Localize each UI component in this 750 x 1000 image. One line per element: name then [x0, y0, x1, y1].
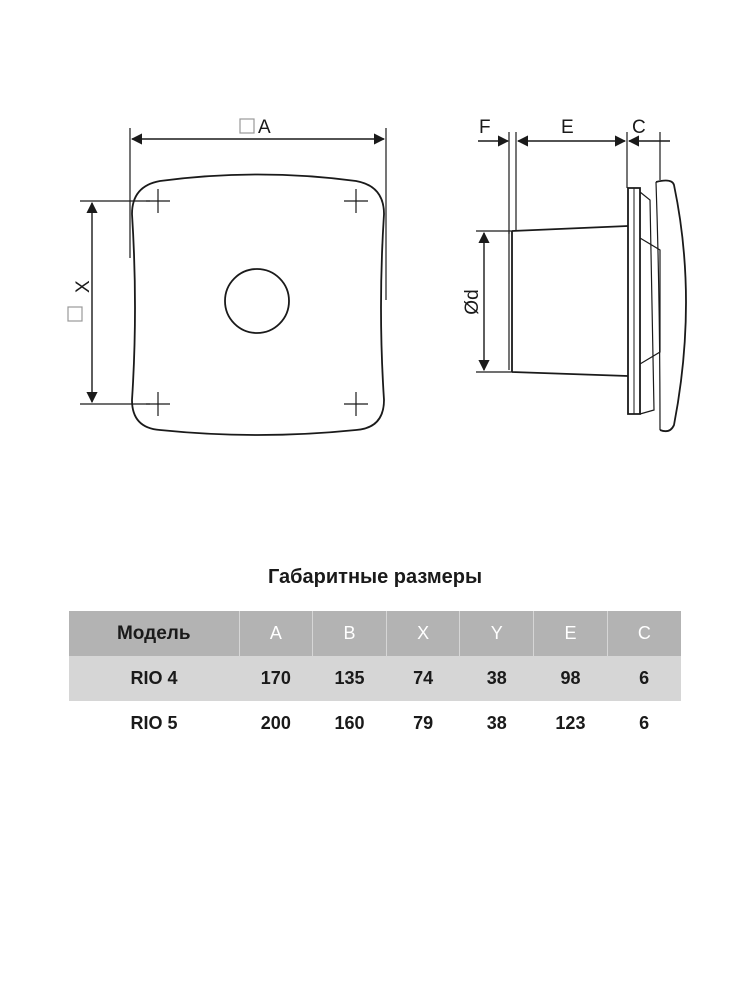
cell-e: 98 — [534, 656, 608, 701]
side-view — [476, 132, 686, 431]
center-opening — [225, 269, 289, 333]
label-a: A — [258, 117, 271, 138]
table-row — [69, 656, 681, 701]
header-c: C — [607, 611, 681, 656]
label-e: E — [561, 117, 574, 138]
inner-frame — [640, 192, 654, 414]
table-header-row — [69, 611, 681, 656]
cell-x: 74 — [386, 656, 460, 701]
cell-c: 6 — [607, 656, 681, 701]
header-model: Модель — [69, 611, 239, 656]
label-d: Ød — [462, 289, 483, 315]
dimensions-table — [69, 611, 681, 746]
header-y: Y — [460, 611, 534, 656]
cell-c: 6 — [639, 713, 650, 733]
label-c: C — [632, 117, 646, 138]
header-b: B — [313, 611, 387, 656]
mounting-holes — [146, 189, 368, 416]
table-row — [69, 701, 681, 746]
header-e: E — [534, 611, 608, 656]
label-f: F — [479, 117, 491, 138]
cell-x: 79 — [413, 713, 434, 733]
header-x: X — [386, 611, 460, 656]
front-panel-outline — [132, 175, 384, 436]
square-symbol-a — [240, 119, 254, 133]
header-a: A — [239, 611, 313, 656]
cell-a: 200 — [260, 713, 291, 733]
front-view — [80, 128, 386, 435]
square-symbol-x — [68, 307, 82, 321]
cell-a: 170 — [239, 656, 313, 701]
table-title: Габаритные размеры — [267, 566, 483, 588]
cell-model: RIO 4 — [69, 656, 239, 701]
duct-body — [512, 226, 628, 376]
cell-y: 38 — [486, 713, 507, 733]
cell-e: 123 — [555, 713, 586, 733]
cell-model: RIO 5 — [130, 713, 178, 733]
cell-b: 160 — [334, 713, 365, 733]
cell-y: 38 — [460, 656, 534, 701]
cell-b: 135 — [313, 656, 387, 701]
label-x: X — [73, 280, 94, 293]
